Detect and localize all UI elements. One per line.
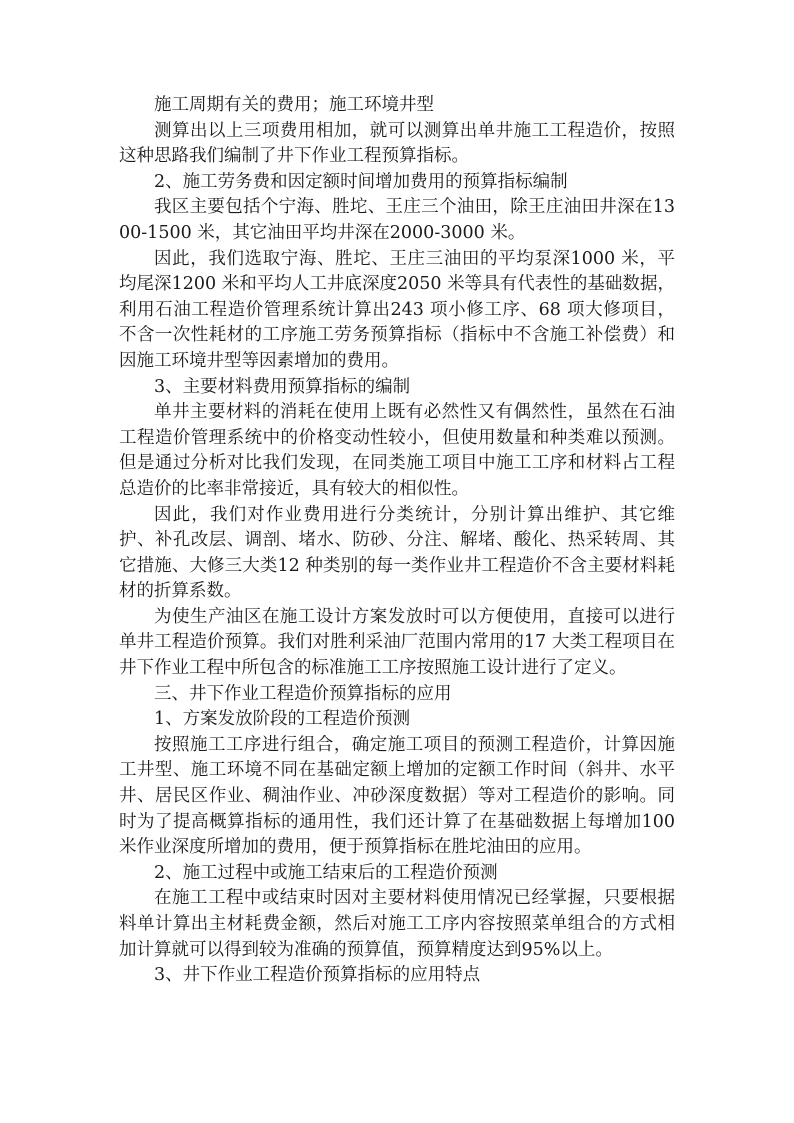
paragraph-5: 单井主要材料的消耗在使用上既有必然性又有偶然性，虽然在石油工程造价管理系统中的价格变动性较小，但使用数量和种类难以预测。但是通过分析对比我们发现，在同类施工项目中施工工序和材料占工程总造价的比率非常接近，具有较大的相似性。 bbox=[119, 402, 675, 499]
document-body bbox=[119, 93, 675, 989]
paragraph-9: 在施工工程中或结束时因对主要材料使用情况已经掌握，只要根据料单计算出主材耗费金额，然后对施工工序内容按照菜单组合的方式相加计算就可以得到较为准确的预算值，预算精度达到95%以上。 bbox=[119, 888, 675, 960]
paragraph-2: 测算出以上三项费用相加，就可以测算出单井施工工程造价，按照这种思路我们编制了井下作业工程预算指标。 bbox=[119, 120, 675, 167]
paragraph-8: 按照施工工序进行组合，确定施工项目的预测工程造价，计算因施工井型、施工环境不同在基础定额上增加的定额工作时间（斜井、水平井、居民区作业、稠油作业、冲砂深度数据）等对工程造价的影响。同时为了提高概算指标的通用性，我们还计算了在基础数据上每增加100 米作业深度所增加的费用，便于预算指标在胜坨油田的应用。 bbox=[119, 734, 675, 858]
paragraph-1: 施工周期有关的费用；施工环境井型 bbox=[154, 95, 434, 115]
subsection-heading-1: 1、方案发放阶段的工程造价预测 bbox=[154, 709, 411, 730]
paragraph-3: 我区主要包括个宁海、胜坨、王庄三个油田，除王庄油田井深在1300-1500 米，其它油田平均井深在2000-3000 米。 bbox=[119, 197, 675, 243]
paragraph-4: 因此，我们选取宁海、胜坨、王庄三油田的平均泵深1000 米，平均尾深1200 米和平均人工井底深度2050 米等具有代表性的基础数据，利用石油工程造价管理系统计算出243 项小修工序、68 项大修项目，不含一次性耗材的工序施工劳务预算指标（指标中不含施工补偿费）和因施工环境井型等因素增加的费用。 bbox=[119, 248, 675, 371]
chapter-heading-3: 三、井下作业工程造价预算指标的应用 bbox=[154, 683, 452, 704]
paragraph-6: 因此，我们对作业费用进行分类统计，分别计算出维护、其它维护、补孔改层、调剖、堵水、防砂、分注、解堵、酸化、热采转周、其它措施、大修三大类12 种类别的每一类作业井工程造价不含主要材料耗材的折算系数。 bbox=[119, 504, 675, 602]
paragraph-7: 为使生产油区在施工设计方案发放时可以方便使用，直接可以进行单井工程造价预算。我们对胜利采油厂范围内常用的17 大类工程项目在井下作业工程中所包含的标准施工工序按照施工设计进行了定义。 bbox=[119, 606, 675, 679]
section-heading-3: 3、主要材料费用预算指标的编制 bbox=[154, 376, 411, 397]
section-heading-2: 2、施工劳务费和因定额时间增加费用的预算指标编制 bbox=[154, 171, 568, 192]
subsection-heading-2: 2、施工过程中或施工结束后的工程造价预测 bbox=[154, 862, 498, 883]
subsection-heading-3: 3、井下作业工程造价预算指标的应用特点 bbox=[154, 965, 481, 986]
